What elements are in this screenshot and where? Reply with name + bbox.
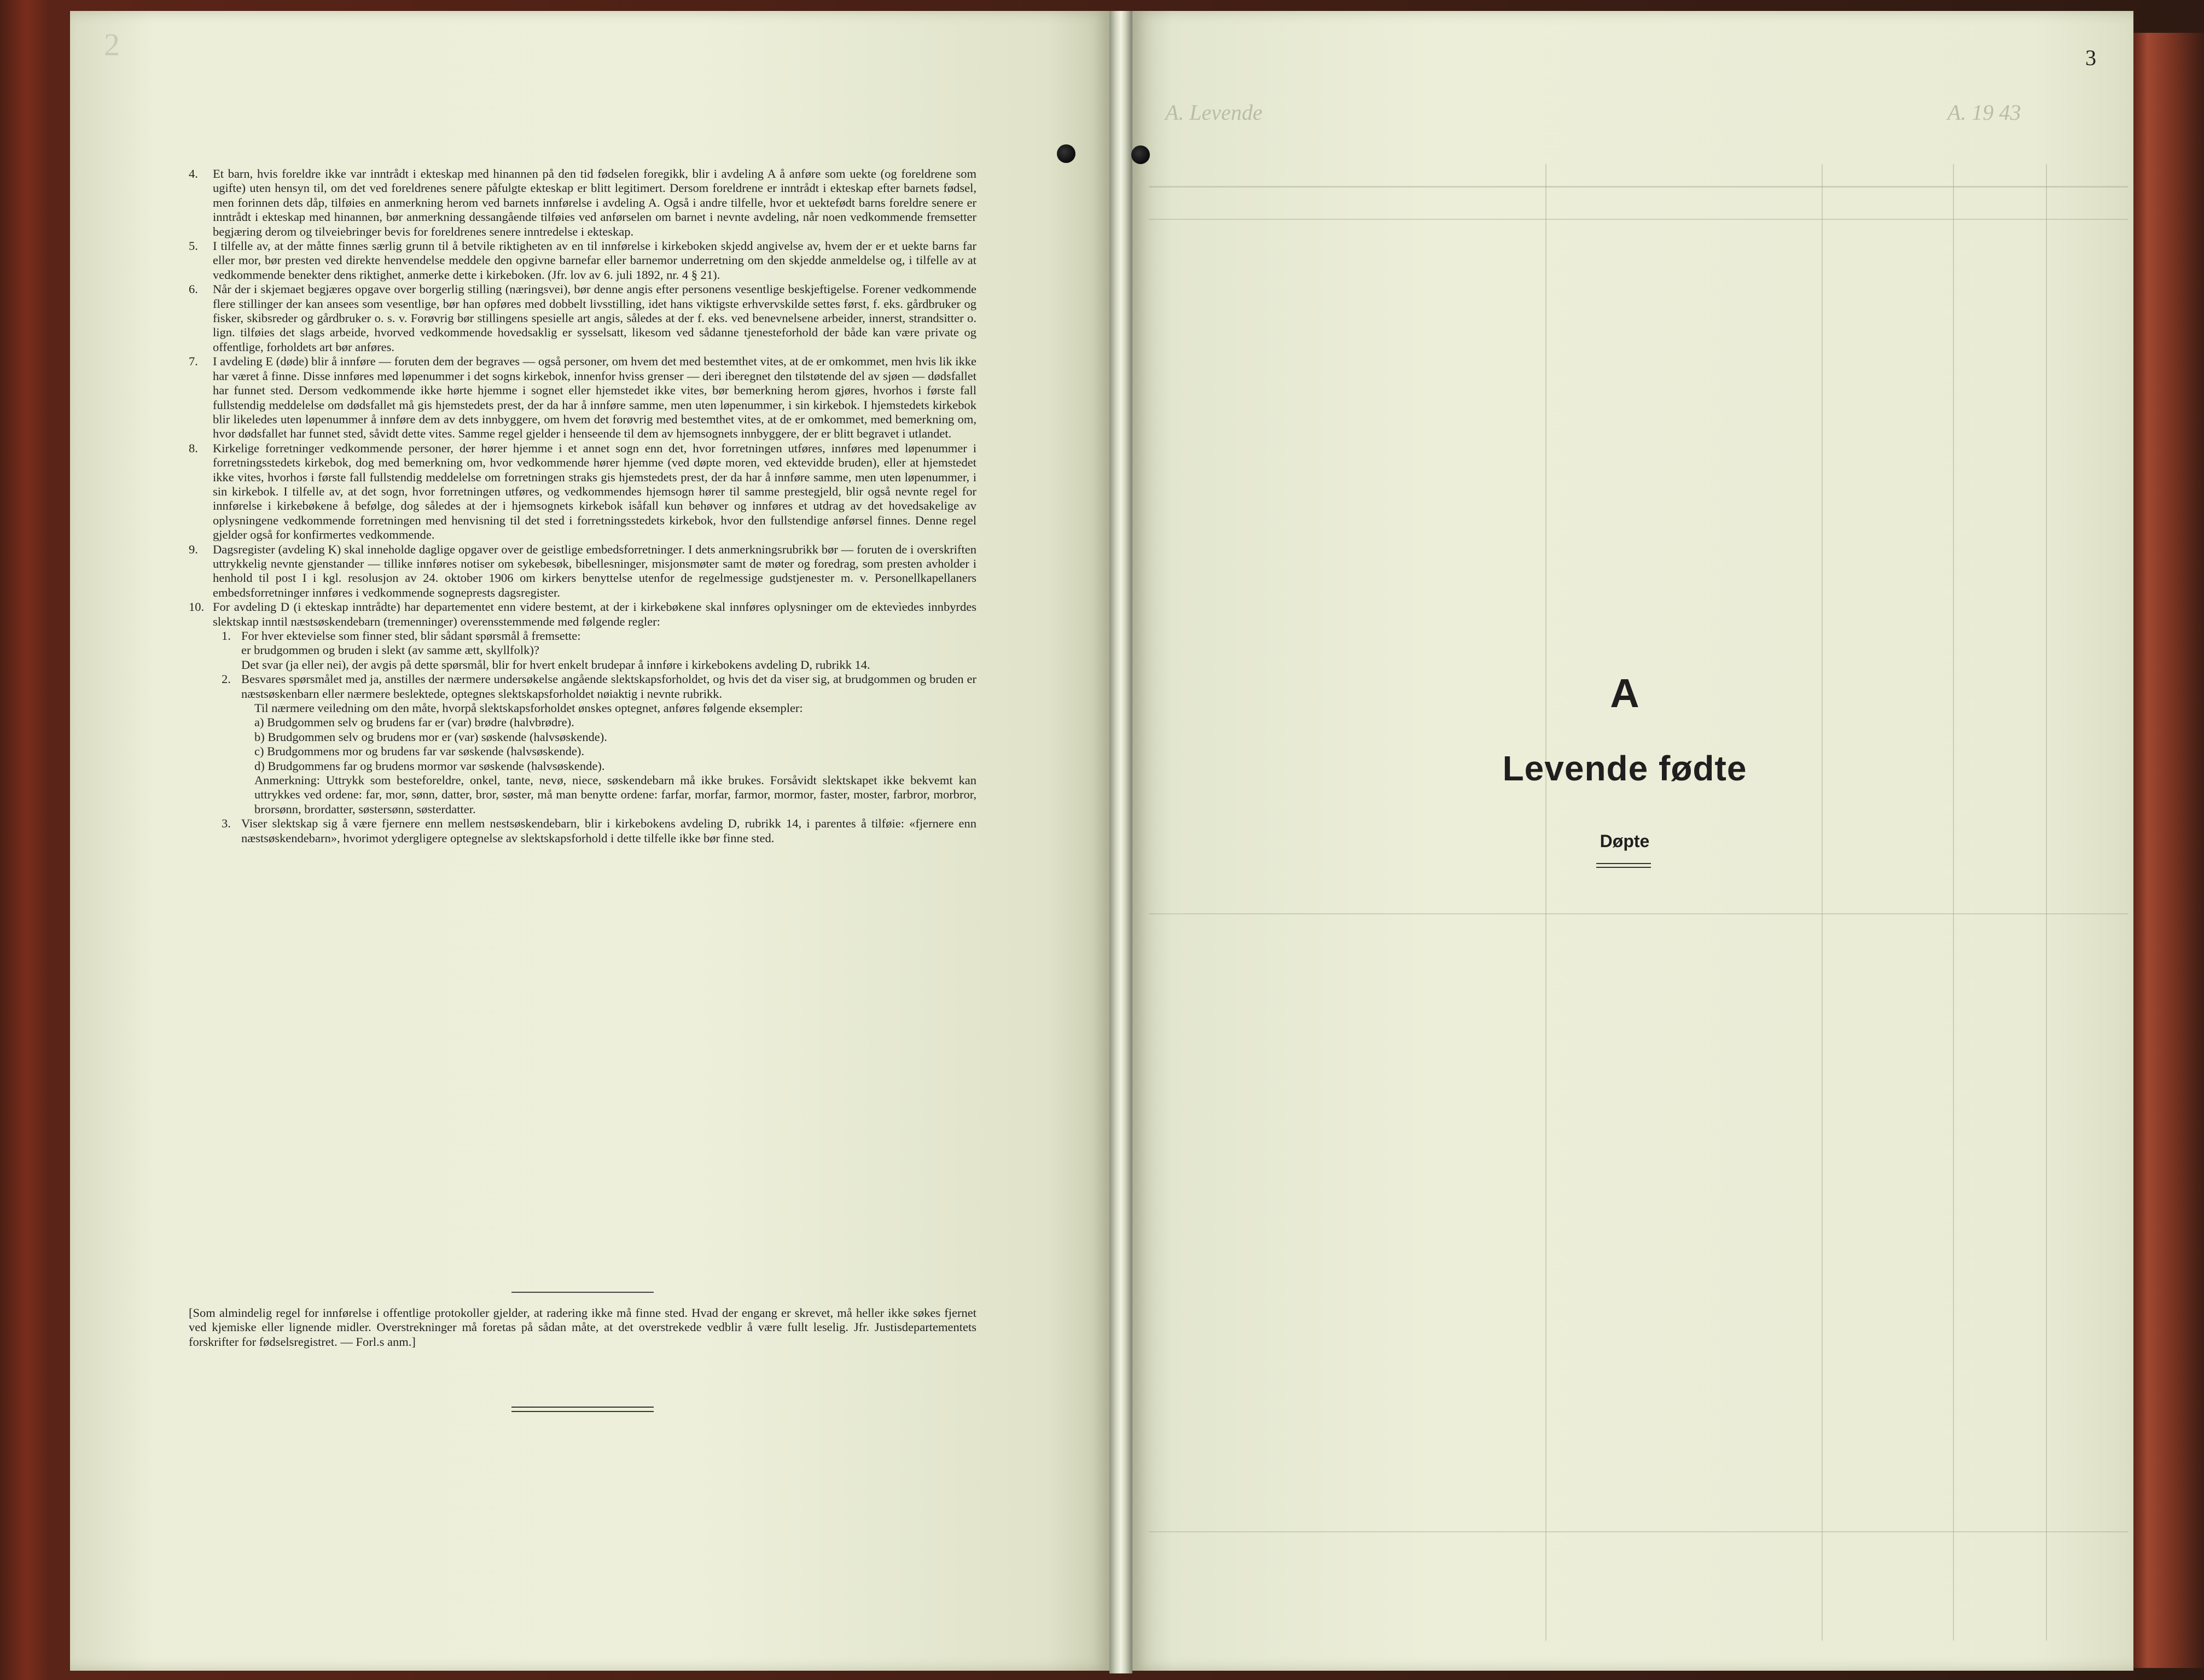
subrule-main: Besvares spørsmålet med ja, anstilles der nærmere undersøkelse angående slektskapsforholdet, og hvis det da viser sig, at brudgommen og bruden er næstsøskenbarn eller nærmere beslektede, optegnes slektskapsforholdet nøiaktig i nevnte rubrikk. <box>241 672 976 701</box>
rule-text: Når der i skjemaet begjæres opgave over borgerlig stilling (næringsvei), bør denne angis efter personens vesentlige beskjeftigelse. Forener vedkommende flere stillinger der kan ansees som vesentlige, bør han opføres med dobbelt livsstilling, idet hans viktigste erhvervskilde settes først, f. eks. gårdbruker og fisker, skibsreder og gårdbruker o. s. v. Forøvrig bør stillingens spesielle art angis, således at der f. eks. ved benevnelsene arbeider, innerst, strandsitter o. lign. tilføies det slags arbeide, hvorved vedkommende hovedsaklig er sysselsatt, likesom ved sådanne tjenesteforhold der både kan være private og offentlige, forholdets art bør anføres. <box>213 282 976 354</box>
rule-number: 5. <box>189 239 198 253</box>
subrule-item <box>222 816 976 845</box>
example-line: a) Brudgommen selv og brudens far er (var) brødre (halvbrødre). <box>254 715 574 730</box>
book-cover-edge <box>2133 33 2204 1668</box>
ghost-column-line <box>1822 164 1823 1641</box>
faint-page-number: 2 <box>104 27 120 62</box>
binding-hole-left <box>1057 144 1075 163</box>
rule-item <box>189 354 976 441</box>
subrule-number: 2. <box>222 672 231 686</box>
rule-number: 6. <box>189 282 198 296</box>
rule-item <box>189 282 976 354</box>
subrule-text: Viser slektskap sig å være fjernere enn mellem nestsøskendebarn, blir i kirkebokens avdeling D, rubrikk 14, i parentes å tilføie: «fjernere enn næstsøskendebarn», hvorimot ydergligere optegnelse av slektskapsforhold i dette tilfelle ikke bør finne sted. <box>241 816 976 845</box>
subtitle-rule <box>1596 863 1651 868</box>
subrule-examples <box>254 701 976 816</box>
rule-text: I tilfelle av, at der måtte finnes særlig grunn til å betvile riktigheten av en til innførelse i kirkeboken skjedd angivelse av, hvem der er et uekte barns far eller mor, bør presten ved direkte henvendelse meddele den opgivne barnefar eller barnemor underretning om den skjedde anmeldelse og, i tilfelle av at vedkommende benekter dens riktighet, anmerke dette i kirkeboken. (Jfr. lov av 6. juli 1892, nr. 4 § 21). <box>213 239 976 282</box>
subrule-item <box>222 629 976 672</box>
book-gutter <box>1109 11 1132 1673</box>
rule-text: Et barn, hvis foreldre ikke var inntrådt i ekteskap med hinannen på den tid fødselen foregikk, blir i avdeling A å anføre som uekte (og foreldrene som ugifte) uten hensyn til, om det ved foreldrenes senere påfulgte ekteskap er blitt legitimert. Dersom foreldrene er inntrådt i ekteskap efter barnets fødsel, men forinnen dets dåp, tilføies en anmerkning herom ved barnets innførelse i avdeling A. Også i andre tilfelle, hvor et uektefødt barns foreldre senere er inntrådt i ekteskap med hinannen, bør anmerkning dessangående tilføies ved anførselen om barnet i nevnte avdeling, når noen vedkommende fremsetter begjæring derom og tilveiebringer bevis for foreldrenes senere inntredelse i ekteskap. <box>213 167 976 238</box>
subrule-extra: er brudgommen og bruden i slekt (av samme ætt, skyllfolk)? <box>241 643 539 657</box>
faint-header-right: A. 19 43 <box>1947 100 2021 125</box>
instructions-text <box>189 167 976 845</box>
rule-item <box>189 441 976 542</box>
ghost-row-line <box>1149 219 2128 220</box>
rule-item <box>189 239 976 282</box>
rule-number: 10. <box>189 600 205 614</box>
rule-item <box>189 167 976 239</box>
ghost-row-line <box>1149 186 2128 188</box>
ghost-column-line <box>1953 164 1954 1641</box>
rule-text: Kirkelige forretninger vedkommende personer, der hører hjemme i et annet sogn enn det, hvor forretningen utføres, innføres med løpenummer i forretningsstedets kirkebok, dog med bemerkning om, hvor vedkommende hører hjemme (ved døpte moren, ved ektevidde bruden), eller at hjemstedet ikke vites, hvorhos i første fall fullstendig meddelelse om forretningen straks gis hjemstedets prest, der da har å innføre samme, men uten løpenummer, i sin kirkebok. I tilfelle av, at det sogn, hvor forretningen utføres, og vedkommendes hjemsogn hører til samme prestegjeld, blir også nevnte regel for innførelse i kirkebøkene å befølge, dog således at der i hjemsognets kirkebok isåfall kun behøver og innføres et utdrag av det hovedsakelige av oplysningene vedkommende forretningen med henvisning til det sted i forretningsstedets kirkebok, hvor den fullstendige anførsel finnes. Denne regel gjelder også for konfirmertes vedkommende. <box>213 441 976 542</box>
rule-number: 7. <box>189 354 198 369</box>
faint-header-left: A. Levende <box>1165 100 1263 125</box>
subrule-extra: Til nærmere veiledning om den måte, hvorpå slektskapsforholdet ønskes optegnet, anføres følgende eksempler: <box>254 701 803 715</box>
ghost-column-line <box>1545 164 1546 1641</box>
section-subtitle: Døpte <box>1600 831 1650 851</box>
subrule-text <box>241 672 976 701</box>
rule-item <box>189 542 976 600</box>
section-title: Levende fødte <box>1502 749 1747 788</box>
ghost-column-line <box>2046 164 2047 1641</box>
rule-text: For avdeling D (i ekteskap inntrådte) har departementet enn videre bestemt, at der i kirkebøkene skal innføres oplysninger om de ektevìedes innbyrdes slektskap inntil næstsøskendebarn (tremenninger) overensstemmende med følgende regler: <box>213 600 976 628</box>
rule-text: I avdeling E (døde) blir å innføre — foruten dem der begraves — også personer, om hvem det med bestemthet vites, at de er omkommet, men hvis lik ikke har været å finne. Disse innføres med løpenummer i det sogns kirkebok, innenfor hviss grenser — deri iberegnet den tilstøtende del av sjøen — dødsfallet har funnet sted. Dersom vedkommende ikke hørte hjemme i sognet eller hjemstedet ikke vites, bør bemerkning herom gjøres, hvorhos i første fall fullstendig meddelelse om dødsfallet må gis hjemstedets prest, der da har å innføre samme, men uten løpenummer, i sin kirkebok. I hjemstedets kirkebok blir likeledes uten løpenummer å innføre dem av dets innbyggere, om hvem det forøvrig med bestemthet vites, at de er omkommet, med bemerkning om, hvor dødsfallet har funnet sted, såvidt dette vites. Samme regel gjelder i henseende til dem av hjemsognets innbyggere, der er blitt begravet i utlandet. <box>213 354 976 441</box>
ghost-row-line <box>1149 1531 2128 1532</box>
rule-number: 4. <box>189 167 198 180</box>
rule-number: 9. <box>189 542 198 556</box>
example-line: d) Brudgommens far og brudens mormor var søskende (halvsøskende). <box>254 759 605 773</box>
section-letter: A <box>1610 670 1639 716</box>
subrule-text <box>241 629 976 672</box>
subrule-item <box>222 672 976 701</box>
binding-hole-right <box>1131 145 1150 164</box>
subrule-number: 1. <box>222 629 231 643</box>
example-line: b) Brudgommen selv og brudens mor er (var) søskende (halvsøskende). <box>254 730 607 744</box>
subrule-number: 3. <box>222 816 231 831</box>
closing-note: [Som almindelig regel for innførelse i offentlige protokoller gjelder, at radering ikke må finne sted. Hvad der engang er skrevet, må heller ikke søkes fjernet ved kjemiske eller lignende midler. Overstrekninger må foretas på sådan måte, at det overstrekede vedblir å være fullt leselig. Jfr. Justisdepartementets forskrifter for fødselsregistret. — Forl.s anm.] <box>189 1306 976 1349</box>
subrule-extra: Det svar (ja eller nei), der avgis på dette spørsmål, blir for hvert enkelt brudepar å innføre i kirkebokens avdeling D, rubrikk 14. <box>241 657 870 672</box>
annotation-note: Anmerkning: Uttrykk som besteforeldre, onkel, tante, nevø, niece, søskendebarn må ikke brukes. Forsåvidt slektskapet ikke bekvemt kan uttrykkes ved ordene: far, mor, sønn, datter, bror, søster, må man benytte ordene: farfar, morfar, farmor, mormor, faster, moster, farbror, morbror, brorsønn, brordatter, søstersønn, søsterdatter. <box>254 773 976 816</box>
section-divider <box>511 1292 654 1293</box>
rule-number: 8. <box>189 441 198 455</box>
rule-text: Dagsregister (avdeling K) skal inneholde daglige opgaver over de geistlige embedsforretninger. I dets anmerkningsrubrikk bør — foruten de i overskriften uttrykkelig nevnte gjenstander — tillike innføres notiser om sykebesøk, bibellesninger, misjonsmøter samt de møter og foredrag, som presten avholder i henhold til post I i kgl. resolusjon av 24. oktober 1906 om kirkers benyttelse utenfor de regelmessige gudstjenester m. v. Personellkapellaners embedsforretninger innføres i vedkommende sogneprests dagsregister. <box>213 542 976 599</box>
rule-item <box>189 600 976 629</box>
end-rule <box>511 1407 654 1412</box>
page-number: 3 <box>2085 45 2096 70</box>
subrule-main: For hver ektevielse som finner sted, blir sådant spørsmål å fremsette: <box>241 629 581 643</box>
example-line: c) Brudgommens mor og brudens far var søskende (halvsøskende). <box>254 744 584 759</box>
ghost-row-line <box>1149 913 2128 914</box>
